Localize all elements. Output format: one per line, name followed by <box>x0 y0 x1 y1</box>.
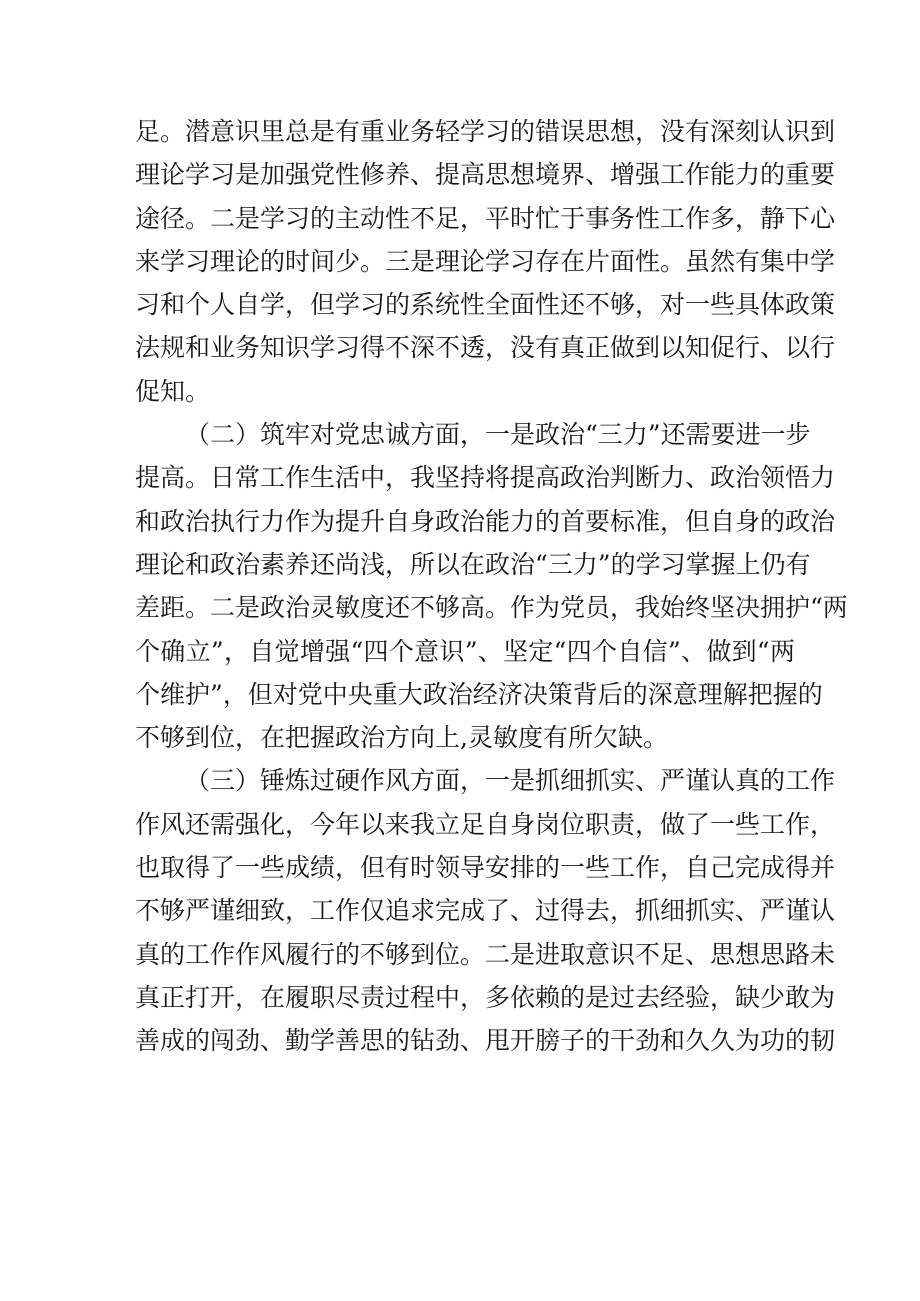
text-line: 法规和业务知识学习得不深不透，没有真正做到以知促行、以行 <box>135 333 836 363</box>
text-line: 善成的闯劲、勤学善思的钻劲、甩开膀子的干劲和久久为功的韧 <box>135 1026 836 1056</box>
paragraph-start-line: （三）锤炼过硬作风方面，一是抓细抓实、严谨认真的工作 <box>185 766 836 796</box>
paragraph-start-line: （二）筑牢对党忠诚方面，一是政治“三力”还需要进一步 <box>185 420 811 450</box>
text-line: 促知。 <box>135 376 211 406</box>
text-line: 不够到位，在把握政治方向上,灵敏度有所欠缺。 <box>135 723 668 753</box>
text-line: 作风还需强化，今年以来我立足自身岗位职责，做了一些工作， <box>135 809 836 839</box>
text-line: 真正打开，在履职尽责过程中，多依赖的是过去经验，缺少敢为 <box>135 982 836 1012</box>
text-line: 个确立”，自觉增强“四个意识”、坚定“四个自信”、做到“两 <box>135 636 795 666</box>
body-text <box>135 110 848 1063</box>
text-line: 真的工作作风履行的不够到位。二是进取意识不足、思想思路未 <box>135 939 836 969</box>
text-line: 也取得了一些成绩，但有时领导安排的一些工作，自己完成得并 <box>135 853 836 883</box>
text-line: 提高。日常工作生活中，我坚持将提高政治判断力、政治领悟力 <box>135 463 836 493</box>
text-line: 差距。二是政治灵敏度还不够高。作为党员，我始终坚决拥护“两 <box>135 593 848 623</box>
text-line: 理论学习是加强党性修养、提高思想境界、增强工作能力的重要 <box>135 160 836 190</box>
text-line: 和政治执行力作为提升自身政治能力的首要标准，但自身的政治 <box>135 506 836 536</box>
text-line: 来学习理论的时间少。三是理论学习存在片面性。虽然有集中学 <box>135 246 836 276</box>
text-line: 不够严谨细致，工作仅追求完成了、过得去，抓细抓实、严谨认 <box>135 896 836 926</box>
text-line: 个维护”，但对党中央重大政治经济决策背后的深意理解把握的 <box>135 679 823 709</box>
text-line: 理论和政治素养还尚浅，所以在政治“三力”的学习掌握上仍有 <box>135 549 811 579</box>
text-line: 足。潜意识里总是有重业务轻学习的错误思想，没有深刻认识到 <box>135 117 836 146</box>
text-line: 习和个人自学，但学习的系统性全面性还不够，对一些具体政策 <box>135 290 836 320</box>
text-line: 途径。二是学习的主动性不足，平时忙于事务性工作多，静下心 <box>135 203 836 233</box>
